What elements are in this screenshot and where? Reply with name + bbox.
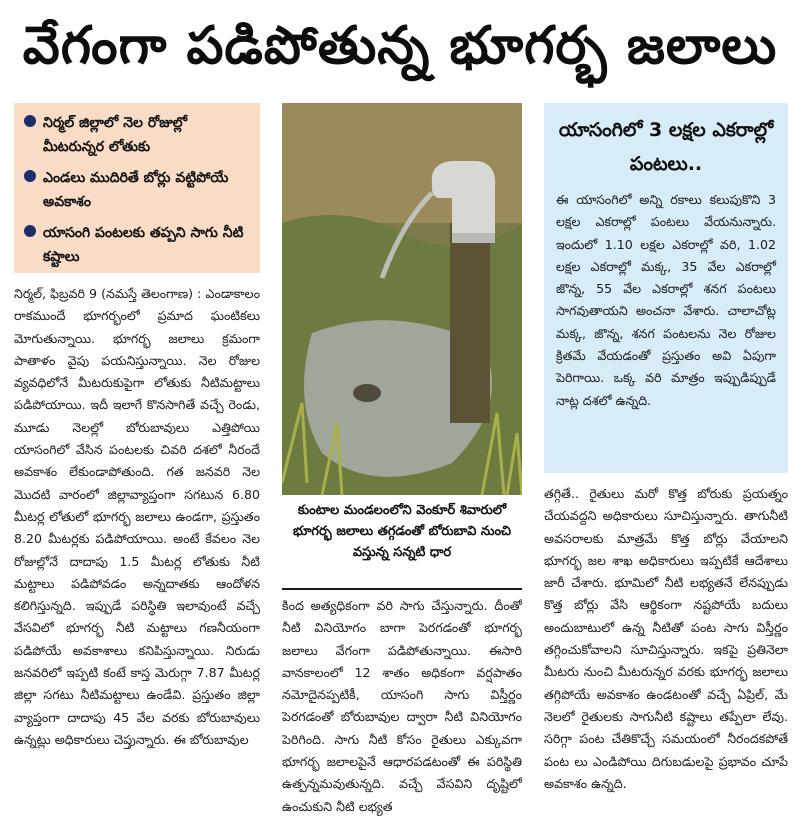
sidebar-box (544, 103, 788, 473)
bullet-icon (24, 170, 36, 182)
headline: వేగంగా పడిపోతున్న భూగర్భ జలాలు (22, 16, 778, 76)
highlight-item (24, 221, 252, 269)
article-column-1: నిర్మల్, ఫిబ్రవరి 9 (నమస్తే తెలంగాణ) : ఎండాకాలం రాకముందే భూగర్భంలో ప్రమాద ఘంటికలు మోగుతున్నాయి. భూగర్భ జలాలు క్రమంగా పాతాళం వైపు పయనిస్తున్నాయి. నెల రోజుల వ్యవధిలోనే మీటరుకుపైగా లోతుకు నీటిమట్టాలు పడిపోయాయి. ఇదీ ఇలాగే కొనసాగితే వచ్చే రెండు, మూడు నెలల్లో బోరుబావులు ఎత్తిపోయి యాసంగిలో వేసిన పంటలకు చివరి దశలో నీరందే అవకాశం లేకుండాపోతుంది. గత జనవరి నెల మొదటి వారంలో జిల్లావ్యాప్తంగా సగటున 6.80 మీటర్ల లోతులో భూగర్భ జలాలు ఉండగా, ప్రస్తుతం 8.20 మీటర్లకు పడిపోయాయి. అంటే కేవలం నెల రోజుల్లోనే దాదాపు 1.5 మీటర్ల లోతుకు నీటి మట్టాలు పడిపోవడం అన్నదాతకు ఆందోళన కలిగిస్తున్నది. ఇప్పుడే పరిస్థితి ఇలావుంటే వచ్చే వేసవిలో భూగర్భ నీటి మట్టాలు గణనీయంగా పడిపోయే అవకాశాలు కనిపిస్తున్నాయి. నిరుడు జనవరిలో ఇప్పటి కంటే కాస్త మెరుగ్గా 7.87 మీటర్ల జిల్లా సగటు నీటిమట్టాలు ఉండేవి. ప్రస్తుతం జిల్లా వ్యాప్తంగా దాదాపు 45 వేల వరకు బోరుబావులు ఉన్నట్లు అధికారులు చెప్తున్నారు. ఈ బోరుబావుల (14, 286, 260, 747)
highlight-text: నిర్మల్ జిల్లాలో నెల రోజుల్లో మీటరున్నర లోతుకు (43, 115, 188, 155)
highlight-item (24, 111, 252, 159)
sidebar-body: ఈ యాసంగిలో అన్ని రకాలు కలుపుకొని 3 లక్షల ఎకరాల్లో పంటలు వేయనున్నారు. ఇందులో 1.10 లక్షల ఎకరాల్లో వరి, 1.02 లక్షల ఎకరాల్లో మక్క, 35 వేల ఎకరాల్లో జొన్న, 55 వేల ఎకరాల్లో శనగ పంటలు సాగవుతాయని అంచనా వేశారు. చాలాచోట్ల మక్క, జొన్న, శనగ పంటలను నెల రోజుల క్రితమే వేయడంతో ప్రస్తుతం అవి ఏపుగా పెరిగాయి. ఒక్క వరి మాత్రం ఇప్పుడిప్పుడే నాట్ల దశలో ఉన్నది. (556, 192, 776, 408)
sidebar-title: యాసంగిలో 3 లక్షల ఎకరాల్లో పంటలు.. (558, 119, 774, 175)
bullet-icon (24, 225, 36, 237)
highlights-box (14, 103, 260, 273)
caption-rule (282, 588, 522, 590)
borewell-photo (282, 103, 522, 495)
highlight-text: యాసంగి పంటలకు తప్పని సాగు నీటి కష్టాలు (43, 225, 244, 265)
article-column-3: తగ్గితే.. రైతులు మరో కొత్త బోరుకు ప్రయత్నం చేయవద్దని అధికారులు సూచిస్తున్నారు. తాగునీటి అవసరాలకు మాత్రమే కొత్త బోర్లు వేయాలని భూగర్భ జల శాఖ అధికారులు ఇప్పటికే ఆదేశాలు జారీ చేశారు. భూమిలో నీటి లభ్యతనే లేనప్పుడు కొత్త బోర్లు వేసి ఆర్థికంగా నష్టపోయే బదులు అందుబాటులో ఉన్న నీటితో పంట సాగు విస్తీర్ణం తగ్గించుకోవాలని సూచిస్తున్నారు. ఇకపై ప్రతినెలా మీటరు నుంచి మీటరున్నర వరకు భూగర్భ జలాలు తగ్గిపోయే అవకాశం ఉండటంతో వచ్చే ఏప్రిల్, మే నెలలో రైతులకు సాగునీటి కష్టాలు తప్పేలా లేవు. సరిగ్గా పంట చేతికొచ్చే సమయంలో నీరందకపోతే పంట లు ఎండిపోయి దిగుబడులపై ప్రభావం చూపే అవకాశం ఉన్నది. (544, 486, 788, 791)
borewell-illustration (282, 103, 522, 495)
highlight-item (24, 166, 252, 214)
article-column-2: కింద అత్యధికంగా వరి సాగు చేస్తున్నారు. దీంతో నీటి వినియోగం బాగా పెరగడంతో భూగర్భ జలాలు వేగంగా పడిపోతున్నాయి. ఈసారి వానకాలంలో 12 శాతం అధికంగా వర్షపాతం నమోదైనప్పటికీ, యాసంగి సాగు విస్తీర్ణం పెరగడంతో బోరుబావుల ద్వారా నీటి వినియోగం పెరిగింది. సాగు నీటి కోసం రైతులు ఎక్కువగా భూగర్భ జలాలపైనే ఆధారపడటంతో ఈ పరిస్థితి ఉత్పన్నమవుతున్నది. వచ్చే వేసవిని దృష్టిలో ఉంచుకుని నీటి లభ్యత (282, 598, 522, 814)
highlight-text: ఎండలు ముదిరితే బోర్లు వట్టిపోయే అవకాశం (43, 170, 229, 210)
photo-caption: కుంటాల మండలంలోని వెంకూర్ శివారులో భూగర్భ జలాలు తగ్గడంతో బోరుబావి నుంచి వస్తున్న సన్నటి ధార (292, 503, 512, 560)
bullet-icon (24, 115, 36, 127)
